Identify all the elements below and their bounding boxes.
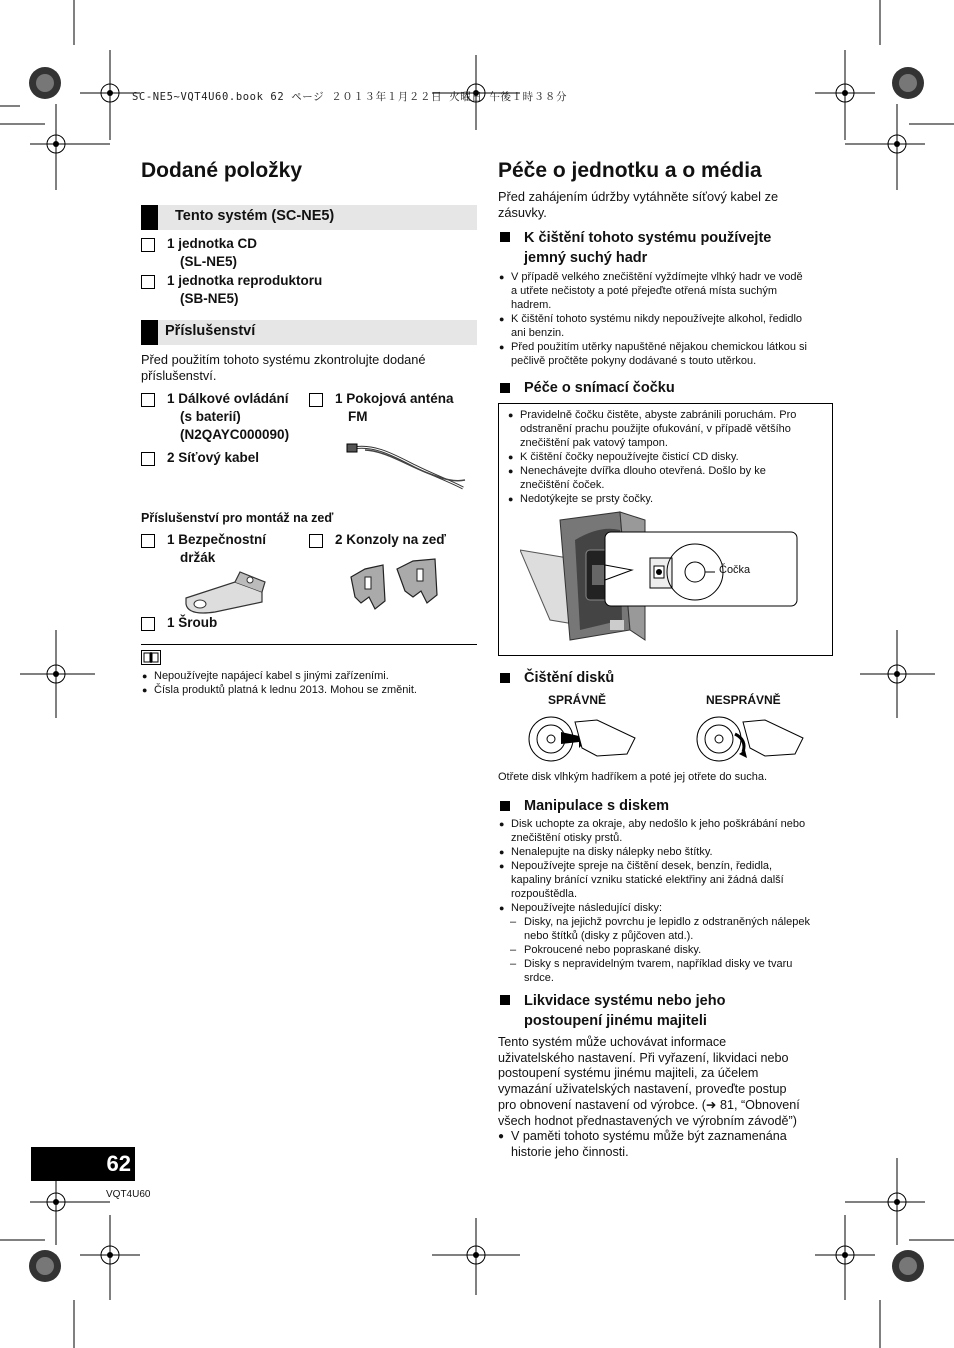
section-heading-discs: Čištění disků <box>524 670 615 686</box>
left-title: Dodané položky <box>141 159 303 182</box>
bullet-dot: ● <box>508 410 514 420</box>
text-line: rozpouštědla. <box>511 888 578 900</box>
bullet-item <box>498 901 834 915</box>
text-line: a utřete nečistoty a poté přejeďte otřená místa suchým <box>511 285 778 297</box>
text-line: znečištění čoček. <box>520 479 605 491</box>
checkbox-remote[interactable] <box>141 393 155 407</box>
section-heading-cleaning <box>498 228 844 268</box>
item-line: (s baterií) <box>180 409 241 424</box>
item-line: 1 Bezpečnostní <box>167 532 267 547</box>
text-line: Před použitím utěrky napuštěné nějakou chemickou látkou si <box>511 341 807 353</box>
text-line: srdce. <box>524 972 554 984</box>
item-line: (N2QAYC000090) <box>180 427 290 442</box>
bullet-item <box>507 408 827 450</box>
text-line: znečištění pak vatový tampon. <box>520 437 668 449</box>
item-line: (SB-NE5) <box>180 291 239 306</box>
text-line: V případě velkého znečištění vyždímejte vlhký hadr ve vodě <box>511 271 803 283</box>
note-text: Nepoužívejte napájecí kabel s jinými zařízeními. <box>154 670 389 682</box>
note-bullet: ● Čísla produktů platná k lednu 2013. Mohou se změnit. <box>142 684 417 696</box>
text-line: Nedotýkejte se prsty čočky. <box>520 493 654 505</box>
disc-correct-illustration <box>527 714 637 764</box>
bullet-dot: ● <box>499 847 505 857</box>
item-line: držák <box>180 550 216 565</box>
checkbox-cd-unit[interactable] <box>141 238 155 252</box>
cd-unit-lens-illustration <box>520 510 800 650</box>
disposal-bullet <box>498 1129 834 1160</box>
checkbox-antenna[interactable] <box>309 393 323 407</box>
book-header-line: SC-NE5~VQT4U60.book 62 ページ ２０１３年１月２２日 火曜日 午後１時３８分 <box>132 91 568 103</box>
bullet-item <box>498 845 834 859</box>
section-heading-disposal <box>498 991 725 1031</box>
note-bullet: ● Nepoužívejte napájecí kabel s jinými zařízeními. <box>142 670 389 682</box>
bullet-item <box>498 340 834 368</box>
text-line: Nenechávejte dvířka dlouho otevřená. Došlo by ke <box>520 465 766 477</box>
text-line: Pravidelně čočku čistěte, abyste zabránili poruchám. Pro <box>520 409 797 421</box>
bullet-dot: ● <box>499 342 505 352</box>
dash-item <box>498 943 834 957</box>
band-title: Příslušenství <box>165 323 256 339</box>
text-line: Nepoužívejte následující disky: <box>511 902 663 914</box>
lens-label: Čočka <box>719 564 751 576</box>
text-line: V paměti tohoto systému může být zaznamenána <box>511 1129 787 1144</box>
band-marker <box>141 205 158 230</box>
lens-bullets <box>507 408 827 506</box>
item-speaker-unit <box>167 272 322 308</box>
item-wall-brackets: 2 Konzoly na zeď <box>335 532 446 547</box>
divider-line <box>141 644 477 645</box>
page-code: VQT4U60 <box>106 1189 151 1200</box>
bullet-item <box>498 859 834 901</box>
heading-marker <box>500 673 510 683</box>
item-cd-unit <box>167 235 257 271</box>
text-line: Nenalepujte na disky nálepky nebo štítky. <box>511 846 713 858</box>
label-correct: SPRÁVNĚ <box>548 693 607 707</box>
text-line: uživatelského nastavení. Při vyřazení, likvidaci nebo <box>498 1050 789 1065</box>
fm-antenna-illustration <box>345 436 470 496</box>
text-line: znečištění otisky prstů. <box>511 832 623 844</box>
item-line: 1 jednotka reproduktoru <box>167 273 323 288</box>
bullet-dot: ● <box>508 494 514 504</box>
bullet-dot: ● <box>499 861 505 871</box>
heading-line: Likvidace systému nebo jeho <box>524 993 726 1009</box>
disc-incorrect-illustration <box>695 714 805 764</box>
text-line: vymazání uživatelských nastavení, proveďte postup <box>498 1082 787 1097</box>
text-line: Tento systém může uchovávat informace <box>498 1035 727 1049</box>
checkbox-safety-holder[interactable] <box>141 534 155 548</box>
handling-bullets <box>498 817 834 985</box>
text-line: kapaliny bránící vzniku statické elektřiny ani žádná další <box>511 874 784 886</box>
cleaning-bullets <box>498 270 834 368</box>
bullet-item <box>498 312 834 340</box>
bullet-dot: ● <box>499 272 505 282</box>
item-safety-holder <box>167 531 266 567</box>
text-line: ani benzin. <box>511 327 565 339</box>
checkbox-speaker-unit[interactable] <box>141 275 155 289</box>
text-line: hadrem. <box>511 299 552 311</box>
wall-brackets-illustration <box>345 557 445 617</box>
item-line: 1 jednotka CD <box>167 236 258 251</box>
text-line: pro obnovení nastavení od výrobce. (➜ 81, “Obnovení <box>498 1097 800 1112</box>
bullet-item <box>507 464 827 492</box>
maintenance-intro: Před zahájením údržby vytáhněte síťový kabel ze zásuvky. <box>498 189 779 220</box>
band-marker <box>141 320 158 345</box>
text-line: Disky s nepravidelným tvarem, například disky ve tvaru <box>524 958 793 970</box>
section-band-system <box>141 205 477 230</box>
item-line: 1 Pokojová anténa <box>335 391 454 406</box>
page-number-box <box>31 1147 135 1181</box>
dash-marker: – <box>510 916 517 928</box>
text-line: historie jeho činnosti. <box>511 1144 629 1159</box>
item-line: 1 Dálkové ovládání <box>167 391 289 406</box>
disposal-paragraph <box>498 1035 834 1129</box>
text-line: odstranění prachu použijte ofukování, v případě většího <box>520 423 791 435</box>
item-remote <box>167 390 289 444</box>
text-line: postoupení systému jinému majiteli, za účelem <box>498 1066 759 1081</box>
dash-marker: – <box>510 958 517 970</box>
dash-item <box>498 957 834 985</box>
bullet-dot: ● <box>508 452 514 462</box>
label-incorrect: NESPRÁVNĚ <box>706 693 781 707</box>
bullet-item <box>498 817 834 845</box>
disc-caption: Otřete disk vlhkým hadříkem a poté jej otřete do sucha. <box>498 771 768 783</box>
bullet-item <box>507 492 827 506</box>
text-line: Disky, na jejichž povrchu je lepidlo z odstraněných nálepek <box>524 916 810 928</box>
item-line: FM <box>348 409 368 424</box>
heading-marker <box>500 383 510 393</box>
right-title: Péče o jednotku a o média <box>498 159 762 182</box>
item-line: (SL-NE5) <box>180 254 237 269</box>
item-antenna <box>335 390 454 426</box>
text-line: Pokroucené nebo popraskané disky. <box>524 944 702 956</box>
heading-line: postoupení jinému majiteli <box>524 1013 707 1029</box>
bullet-item <box>498 270 834 312</box>
bullet-dot: ● <box>499 314 505 324</box>
dash-item <box>498 915 834 943</box>
bullet-dot: ● <box>499 819 505 829</box>
section-heading-handling: Manipulace s diskem <box>524 798 670 814</box>
checkbox-wall-brackets[interactable] <box>309 534 323 548</box>
item-power-cable: 2 Síťový kabel <box>167 450 260 465</box>
heading-marker <box>500 801 510 811</box>
text-line: K čištění tohoto systému nikdy nepoužívejte alkohol, ředidlo <box>511 313 803 325</box>
bullet-item <box>507 450 827 464</box>
text-line: všech hodnot přednastavených ve výrobním závodě”) <box>498 1113 797 1128</box>
text-line: K čištění čočky nepoužívejte čisticí CD disky. <box>520 451 739 463</box>
bullet-dot: ● <box>498 1131 505 1143</box>
text-line: nebo štítků (disky z půjčoven atd.). <box>524 930 694 942</box>
section-heading-lens: Péče o snímací čočku <box>524 380 675 396</box>
checkbox-power-cable[interactable] <box>141 452 155 466</box>
book-note-icon <box>141 650 161 665</box>
note-text: Čísla produktů platná k lednu 2013. Mohou se změnit. <box>154 684 417 696</box>
safety-holder-illustration <box>180 568 270 618</box>
disposal-text <box>498 1035 834 1161</box>
text-line: Disk uchopte za okraje, aby nedošlo k jeho poškrábání nebo <box>511 818 806 830</box>
bullet-dot: ● <box>508 466 514 476</box>
text-line: pečlivě pročtěte pokyny dodávané s touto utěrkou. <box>511 355 757 367</box>
heading-line: jemný suchý hadr <box>524 250 648 266</box>
section-band-accessories <box>141 320 477 345</box>
dash-marker: – <box>510 944 517 956</box>
heading-line: K čištění tohoto systému používejte <box>524 230 772 246</box>
band-title: Tento systém (SC-NE5) <box>175 208 335 224</box>
page-number: 62 <box>106 1151 131 1176</box>
wall-accessories-heading: Příslušenství pro montáž na zeď <box>141 511 334 525</box>
bullet-dot: ● <box>499 903 505 913</box>
checkbox-screw[interactable] <box>141 617 155 631</box>
text-line: Nepoužívejte spreje na čištění desek, benzín, ředidla, <box>511 860 773 872</box>
item-screw: 1 Šroub <box>167 615 218 630</box>
accessories-intro: Před použitím tohoto systému zkontrolujte dodané příslušenství. <box>141 352 426 383</box>
